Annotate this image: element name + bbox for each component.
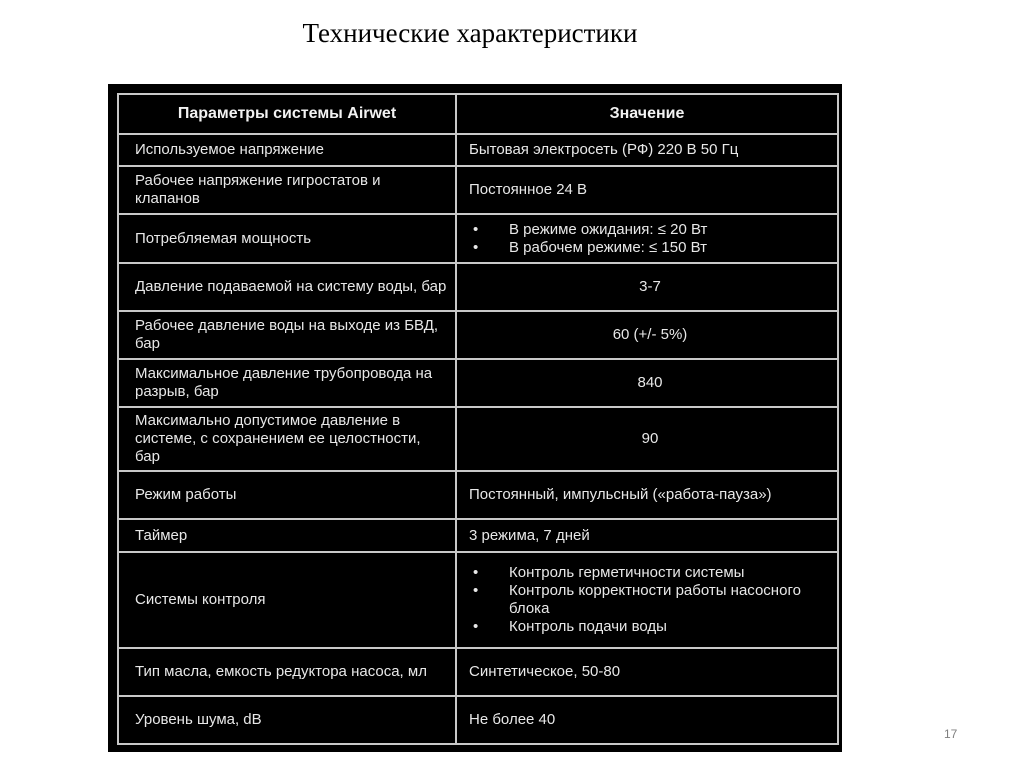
bullet-item: • В режиме ожидания: ≤ 20 Вт [469,221,831,239]
table-row [118,407,838,471]
row-param: Максимально допустимое давление в системе, с сохранением ее целостности, бар [118,407,456,471]
row-value [456,214,838,263]
header-param: Параметры системы Airwet [118,94,456,134]
header-value: Значение [456,94,838,134]
table-row [118,134,838,166]
table-row [118,214,838,263]
table-row [118,166,838,214]
row-value: Синтетическое, 50-80 [456,648,838,696]
row-value: 60 (+/- 5%) [456,311,838,359]
slide-title: Технические характеристики [302,18,638,48]
bullet-item: • В рабочем режиме: ≤ 150 Вт [469,239,831,257]
table-row [118,311,838,359]
table-row [118,359,838,407]
bullet-item: • Контроль корректности работы насосного блока [469,582,831,618]
bullet-item: • Контроль герметичности системы [469,564,831,582]
row-value: 3-7 [456,263,838,311]
row-value: 3 режима, 7 дней [456,519,838,552]
row-param: Потребляемая мощность [118,214,456,263]
table-header-row [118,94,838,134]
row-param: Рабочее напряжение гигростатов и клапанов [118,166,456,214]
row-value: Не более 40 [456,696,838,744]
row-value: 840 [456,359,838,407]
row-param: Рабочее давление воды на выходе из БВД, бар [118,311,456,359]
bullet-list [469,564,831,636]
spec-table [117,93,839,745]
row-value: Бытовая электросеть (РФ) 220 В 50 Гц [456,134,838,166]
row-param: Давление подаваемой на систему воды, бар [118,263,456,311]
table-row [118,471,838,519]
table-row [118,263,838,311]
row-param: Используемое напряжение [118,134,456,166]
row-param: Уровень шума, dB [118,696,456,744]
row-value [456,552,838,648]
table-row [118,519,838,552]
row-value: Постоянное 24 В [456,166,838,214]
spec-table-panel [108,84,842,752]
row-param: Тип масла, емкость редуктора насоса, мл [118,648,456,696]
row-param: Системы контроля [118,552,456,648]
row-value: Постоянный, импульсный («работа-пауза») [456,471,838,519]
table-row [118,648,838,696]
table-row [118,552,838,648]
row-param: Таймер [118,519,456,552]
page-number: 17 [944,727,958,741]
row-param: Максимальное давление трубопровода на разрыв, бар [118,359,456,407]
bullet-list [469,221,831,257]
table-row [118,696,838,744]
bullet-item: • Контроль подачи воды [469,618,831,636]
row-param: Режим работы [118,471,456,519]
row-value: 90 [456,407,838,471]
